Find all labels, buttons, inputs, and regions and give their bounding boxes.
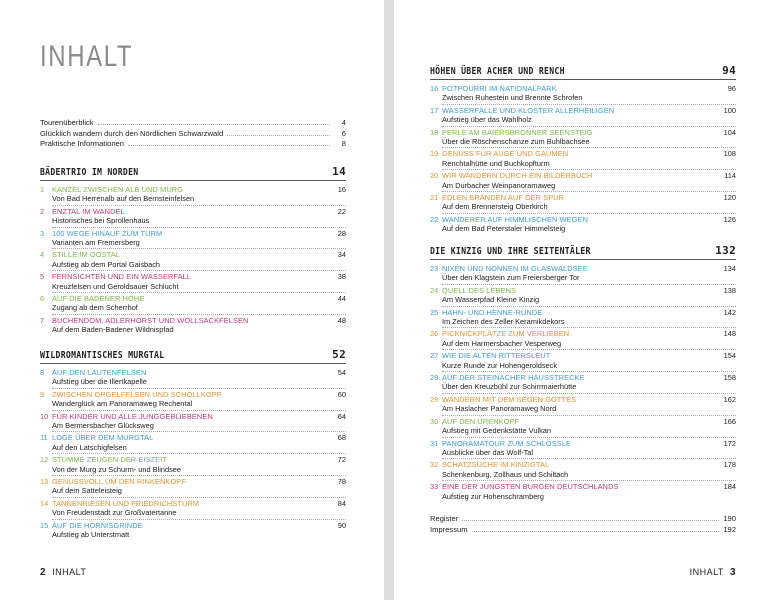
toc-label: Tourenüberblick: [40, 118, 94, 127]
entry-divider: [52, 227, 346, 228]
entry-divider: [52, 388, 346, 389]
tour-title: NIXEN UND NONNEN IM GLASWALDSEE: [442, 264, 588, 273]
tour-number: 4: [40, 250, 45, 260]
page-number: 3: [729, 567, 736, 578]
tour-text: [442, 128, 716, 147]
entry-divider: [52, 475, 346, 476]
tour-text: [442, 149, 716, 168]
tour-entry: [430, 264, 736, 283]
toc-page: 192: [723, 524, 736, 534]
tour-title: EDLEN BRÄNDEN AUF DER SPUR: [442, 193, 565, 203]
tour-entry: [430, 171, 736, 190]
tour-subtitle: Am Durbacher Weinpanoramaweg: [442, 180, 556, 190]
tour-subtitle: Aufstieg zur Hohenschramberg: [442, 491, 544, 501]
tour-subtitle: Auf dem Baden-Badener Wildnispfad: [52, 325, 174, 335]
tour-subtitle: Über den Klagstein zum Freiersberger Tor: [442, 273, 580, 283]
tour-text: [52, 250, 326, 269]
entry-divider: [442, 306, 736, 307]
tour-number: 8: [40, 368, 45, 377]
tour-subtitle: Über den Kreuzbühl zur Schirrmaierhütte: [442, 382, 577, 392]
tour-number: 29: [430, 394, 439, 404]
tour-entry: [430, 439, 736, 458]
tour-title: EINE DER JÜNGSTEN BURGEN DEUTSCHLANDS: [442, 482, 619, 492]
tour-entry: [40, 521, 346, 540]
tour-entry: [40, 207, 346, 226]
tour-title: AUF DER STEINACHER HAUSSTRECKE: [442, 373, 585, 383]
tour-subtitle: Am Wasserpfad Kleine Kinzig: [442, 295, 540, 305]
tour-text: [442, 395, 716, 414]
tour-subtitle: Auf dem Bad Peterstaler Himmelsteig: [442, 224, 566, 234]
entry-divider: [442, 284, 736, 285]
tour-subtitle: Schenkenburg, Zollhaus und Schiltach: [442, 469, 569, 479]
tour-page: 44: [337, 294, 346, 304]
toc-row: [40, 139, 346, 150]
tour-number: 19: [430, 149, 439, 159]
tour-text: [52, 294, 326, 313]
tour-number: 32: [430, 460, 439, 470]
tour-subtitle: Auf dem Harmersbacher Vesperweg: [442, 338, 562, 348]
tour-entry: [430, 149, 736, 168]
tour-entry: [40, 294, 346, 313]
tour-title: QUELL DES LEBENS: [442, 285, 517, 295]
toc-page: 6: [341, 128, 346, 138]
dot-leader: [128, 145, 330, 146]
footer-label: INHALT: [689, 567, 724, 577]
tour-subtitle: Kurze Runde zur Hohengeroldseck: [442, 360, 558, 370]
tour-subtitle: Aufstieg ab dem Portal Gaisbach: [52, 259, 161, 269]
tour-entry: [430, 193, 736, 212]
section-page: 132: [715, 244, 736, 257]
tour-number: 9: [40, 389, 45, 399]
tour-subtitle: Am Bermersbacher Glücksweg: [52, 421, 154, 431]
right-page: [394, 0, 778, 600]
section-heading: [40, 165, 346, 181]
toc-row: [40, 129, 346, 140]
tour-title: PICKNICKPLÄTZE ZUM VERLIEBEN: [442, 329, 570, 339]
section-title: DIE KINZIG UND IHRE SEITENTÄLER: [430, 246, 591, 257]
tour-text: [442, 329, 716, 348]
tour-number: 2: [40, 206, 45, 216]
tour-title: HAHN- UND HENNE-RUNDE: [442, 307, 543, 317]
tour-number: 5: [40, 272, 45, 282]
tour-title: FÜR KINDER UND ALLE JUNGGEBLIEBENEN: [52, 411, 213, 421]
tour-subtitle: Wanderglück am Panoramaweg Rechental: [52, 399, 193, 409]
outro-list: [430, 514, 736, 535]
tour-title: SCHATZSUCHE IM KINZIGTAL: [442, 460, 550, 470]
tour-page: 172: [723, 438, 736, 448]
tour-text: [442, 193, 716, 212]
tour-number: 7: [40, 315, 45, 325]
tour-number: 3: [40, 228, 45, 238]
tour-entry: [430, 351, 736, 370]
tour-title: FERNSICHTEN UND EIN WASSERFALL: [52, 272, 192, 282]
tour-subtitle: Aufstieg ab Unterstmatt: [52, 530, 130, 540]
tour-page: 84: [337, 498, 346, 508]
tour-page: 34: [337, 250, 346, 260]
tour-entry: [430, 460, 736, 479]
page-title: INHALT: [40, 40, 134, 73]
tour-entry: [40, 477, 346, 496]
tour-title: POTPOURRI IM NATIONALPARK: [442, 84, 557, 93]
tour-text: [52, 368, 326, 387]
left-page: [0, 0, 384, 600]
tour-subtitle: Aufstieg über die Illertkapelle: [52, 377, 147, 387]
tour-subtitle: Auf dem Brennersteig Oberkirch: [442, 202, 548, 212]
tour-page: 134: [723, 264, 736, 273]
tour-entry: [40, 499, 346, 518]
tour-title: 100 WEGE HINAUF ZUM TURM: [52, 228, 163, 238]
tour-text: [52, 185, 326, 204]
tour-page: 142: [723, 307, 736, 317]
footer-left: [40, 567, 86, 578]
tour-subtitle: Im Zeichen des Zeller Keramikdekors: [442, 317, 565, 327]
tour-page: 28: [337, 228, 346, 238]
tour-page: 158: [723, 373, 736, 383]
tour-subtitle: Aufstieg mit Gedenkstätte Vulkan: [442, 426, 552, 436]
section-page: 14: [332, 165, 346, 178]
entry-divider: [52, 314, 346, 315]
dot-leader: [462, 520, 719, 521]
tour-number: 31: [430, 438, 439, 448]
tour-number: 27: [430, 351, 439, 361]
tour-subtitle: Kreuzfelsen und Geroldsauer Schlucht: [52, 281, 179, 291]
section-title: WILDROMANTISCHES MURGTAL: [40, 350, 165, 361]
tour-page: 96: [727, 84, 736, 93]
entry-divider: [442, 480, 736, 481]
tour-page: 90: [337, 520, 346, 530]
entry-divider: [52, 497, 346, 498]
section-acher-rench: [430, 64, 736, 234]
toc-label: Register: [430, 514, 459, 523]
tour-text: [52, 207, 326, 226]
tour-entry: [430, 106, 736, 125]
tour-number: 12: [40, 455, 49, 465]
tour-title: WANDERN MIT DEM SEGEN GOTTES: [442, 394, 577, 404]
tour-subtitle: Über die Röschenschanze zum Buhlbachsee: [442, 137, 590, 147]
entry-divider: [442, 169, 736, 170]
tour-text: [52, 390, 326, 409]
tour-page: 162: [723, 394, 736, 404]
tour-text: [52, 229, 326, 248]
entry-divider: [52, 292, 346, 293]
entry-divider: [442, 371, 736, 372]
section-baedertrio: [40, 165, 346, 335]
tour-page: 114: [724, 171, 736, 181]
tour-subtitle: Varianten am Fremersberg: [52, 238, 140, 248]
entry-divider: [52, 270, 346, 271]
tour-entry: [40, 433, 346, 452]
entry-divider: [442, 349, 736, 350]
tour-text: [442, 171, 716, 190]
tour-text: [52, 316, 326, 335]
tour-page: 108: [723, 149, 736, 159]
entry-divider: [442, 327, 736, 328]
tour-title: AUF DIE HORNISGRINDE: [52, 520, 143, 530]
tour-text: [52, 272, 326, 291]
entry-divider: [442, 437, 736, 438]
section-kinzig: [430, 244, 736, 501]
entry-divider: [442, 213, 736, 214]
tour-title: AUF DIE BADENER HÖHE: [52, 294, 145, 304]
tour-title: GENUSSVOLL UM DEN RINKENKOPF: [52, 477, 186, 487]
tour-title: WIR WANDERN DURCH EIN BILDERBUCH: [442, 171, 593, 181]
section-heading: [430, 64, 736, 80]
toc-page: 190: [723, 514, 736, 523]
tour-number: 17: [430, 105, 439, 115]
section-title: BÄDERTRIO IM NORDEN: [40, 167, 139, 178]
tour-page: 184: [723, 482, 736, 492]
tour-subtitle: Aufstieg über das Wahlholz: [442, 115, 532, 125]
tour-text: [442, 482, 716, 501]
tour-title: PERLE AM BAIERSBRONNER SEENSTEIG: [442, 127, 593, 137]
tour-page: 100: [723, 105, 736, 115]
tour-title: ZWISCHEN ORGELFELSEN UND SCHÖLLKOPF: [52, 389, 222, 399]
toc-label: Praktische Informationen: [40, 139, 124, 148]
toc-row: [40, 118, 346, 129]
tour-entry: [40, 455, 346, 474]
page-number: 2: [40, 567, 47, 578]
tour-entry: [40, 250, 346, 269]
tour-entry: [40, 229, 346, 248]
toc-row: [430, 525, 736, 536]
tour-text: [442, 460, 716, 479]
dot-leader: [472, 531, 720, 532]
tour-number: 28: [430, 373, 439, 383]
tour-number: 23: [430, 264, 439, 273]
dot-leader: [227, 135, 330, 136]
tour-page: 148: [723, 329, 736, 339]
entry-divider: [442, 415, 736, 416]
entry-divider: [52, 453, 346, 454]
tour-page: 72: [337, 455, 346, 465]
tour-entry: [430, 373, 736, 392]
tour-text: [52, 499, 326, 518]
tour-title: WASSERFÄLLE UND KLOSTER ALLERHEILIGEN: [442, 105, 615, 115]
tour-entry: [40, 412, 346, 431]
toc-label: Impressum: [430, 524, 468, 534]
tour-number: 18: [430, 127, 439, 137]
tour-page: 138: [723, 285, 736, 295]
tour-text: [52, 521, 326, 540]
section-murgtal: [40, 348, 346, 540]
toc-page: 4: [341, 118, 346, 127]
tour-number: 33: [430, 482, 439, 492]
toc-row: [430, 514, 736, 525]
tour-number: 6: [40, 294, 45, 304]
entry-divider: [52, 248, 346, 249]
tour-number: 21: [430, 193, 439, 203]
tour-title: BUCHENDOM, ADLERHORST UND WOLLSACKFELSEN: [52, 315, 249, 325]
tour-entry: [40, 316, 346, 335]
tour-number: 10: [40, 411, 49, 421]
tour-title: ENZTAL IM WANDEL: [52, 206, 125, 216]
tour-text: [52, 433, 326, 452]
tour-text: [52, 455, 326, 474]
tour-number: 11: [40, 433, 48, 443]
tour-text: [52, 477, 326, 496]
toc-page: 8: [341, 139, 346, 148]
entry-divider: [52, 410, 346, 411]
book-gutter: [384, 0, 394, 600]
tour-text: [442, 215, 716, 234]
tour-title: WIE DIE ALTEN RITTERSLEUT: [442, 351, 551, 361]
tour-title: WANDERER AUF HIMMLISCHEN WEGEN: [442, 214, 589, 224]
tour-page: 126: [723, 214, 736, 224]
tour-entry: [430, 128, 736, 147]
tour-title: LOGE ÜBER DEM MURGTAL: [52, 433, 154, 443]
tour-subtitle: Auf dem Satteleisteig: [52, 486, 122, 496]
tour-text: [442, 106, 716, 125]
tour-subtitle: Renchtalhütte und Buchkopfturm: [442, 158, 550, 168]
tour-subtitle: Zugang ab dem Scherrhof: [52, 303, 138, 313]
tour-text: [442, 286, 716, 305]
tour-page: 104: [723, 127, 736, 137]
section-page: 94: [722, 64, 736, 77]
tour-number: 30: [430, 416, 439, 426]
tour-title: AUF DEN LAUTENFELSEN: [52, 368, 147, 377]
tour-text: [442, 373, 716, 392]
tour-title: GENUSS FÜR AUGE UND GAUMEN: [442, 149, 569, 159]
tour-subtitle: Zwischen Ruhestein und Brennte Schrofen: [442, 93, 583, 103]
tour-subtitle: Auf den Latschigfelsen: [52, 442, 127, 452]
tour-subtitle: Historisches bei Sprollenhaus: [52, 216, 150, 226]
footer-label: INHALT: [52, 567, 87, 577]
toc-label: Glücklich wandern durch den Nördlichen Schwarzwald: [40, 128, 224, 138]
tour-title: KANZEL ZWISCHEN ALB UND MURG: [52, 185, 184, 194]
tour-page: 48: [337, 315, 346, 325]
tour-text: [442, 439, 716, 458]
section-title: HÖHEN ÜBER ACHER UND RENCH: [430, 66, 565, 77]
tour-subtitle: Von Bad Herrenalb auf den Bernsteinfelsen: [52, 194, 195, 204]
section-heading: [430, 244, 736, 260]
tour-subtitle: Am Haslacher Panoramaweg Nord: [442, 404, 557, 414]
tour-entry: [430, 329, 736, 348]
entry-divider: [52, 205, 346, 206]
tour-text: [442, 417, 716, 436]
tour-entry: [430, 215, 736, 234]
tour-page: 16: [337, 185, 346, 194]
tour-page: 22: [337, 206, 346, 216]
dot-leader: [98, 124, 330, 125]
tour-page: 166: [723, 416, 736, 426]
section-page: 52: [332, 348, 346, 361]
tour-entry: [430, 395, 736, 414]
tour-text: [52, 412, 326, 431]
tour-page: 178: [723, 460, 736, 470]
tour-entry: [40, 390, 346, 409]
tour-text: [442, 351, 716, 370]
section-heading: [40, 348, 346, 364]
tour-number: 20: [430, 171, 439, 181]
tour-entry: [430, 417, 736, 436]
tour-entry: [430, 286, 736, 305]
footer-right: [690, 567, 736, 578]
tour-number: 22: [430, 214, 439, 224]
tour-page: 68: [337, 433, 346, 443]
tour-subtitle: Von Freudenstadt zur Großvatertanne: [52, 508, 177, 518]
entry-divider: [52, 431, 346, 432]
tour-entry: [430, 84, 736, 103]
entry-divider: [52, 519, 346, 520]
tour-number: 24: [430, 285, 439, 295]
tour-entry: [40, 185, 346, 204]
tour-text: [442, 264, 716, 283]
tour-entry: [40, 272, 346, 291]
tour-page: 78: [337, 477, 346, 487]
tour-text: [442, 84, 716, 103]
tour-number: 13: [40, 477, 49, 487]
tour-title: STILLE IM OOSTAL: [52, 250, 120, 260]
tour-number: 1: [40, 185, 45, 194]
tour-title: STUMME ZEUGEN DER EISZEIT: [52, 455, 168, 465]
intro-list: [40, 118, 346, 150]
tour-number: 26: [430, 329, 439, 339]
tour-number: 25: [430, 307, 439, 317]
entry-divider: [442, 126, 736, 127]
tour-entry: [430, 308, 736, 327]
tour-entry: [40, 368, 346, 387]
tour-entry: [430, 482, 736, 501]
entry-divider: [442, 458, 736, 459]
tour-subtitle: Ausblicke über das Wolf-Tal: [442, 447, 534, 457]
tour-page: 60: [337, 389, 346, 399]
tour-page: 154: [723, 351, 736, 361]
tour-number: 16: [430, 84, 439, 93]
tour-page: 120: [723, 193, 736, 203]
tour-subtitle: Von der Murg zu Schurm- und Blindsee: [52, 464, 181, 474]
entry-divider: [442, 104, 736, 105]
tour-title: PANORAMATOUR ZUM SCHLÖSSLE: [442, 438, 572, 448]
tour-title: TANNENRIESEN UND FRIEDRICHSTURM: [52, 498, 200, 508]
tour-number: 14: [40, 498, 49, 508]
tour-number: 15: [40, 520, 49, 530]
entry-divider: [442, 191, 736, 192]
tour-page: 54: [337, 368, 346, 377]
tour-title: AUF DEN URENKOPF: [442, 416, 520, 426]
entry-divider: [442, 147, 736, 148]
tour-page: 38: [337, 272, 346, 282]
tour-text: [442, 308, 716, 327]
entry-divider: [442, 393, 736, 394]
tour-page: 64: [337, 411, 346, 421]
